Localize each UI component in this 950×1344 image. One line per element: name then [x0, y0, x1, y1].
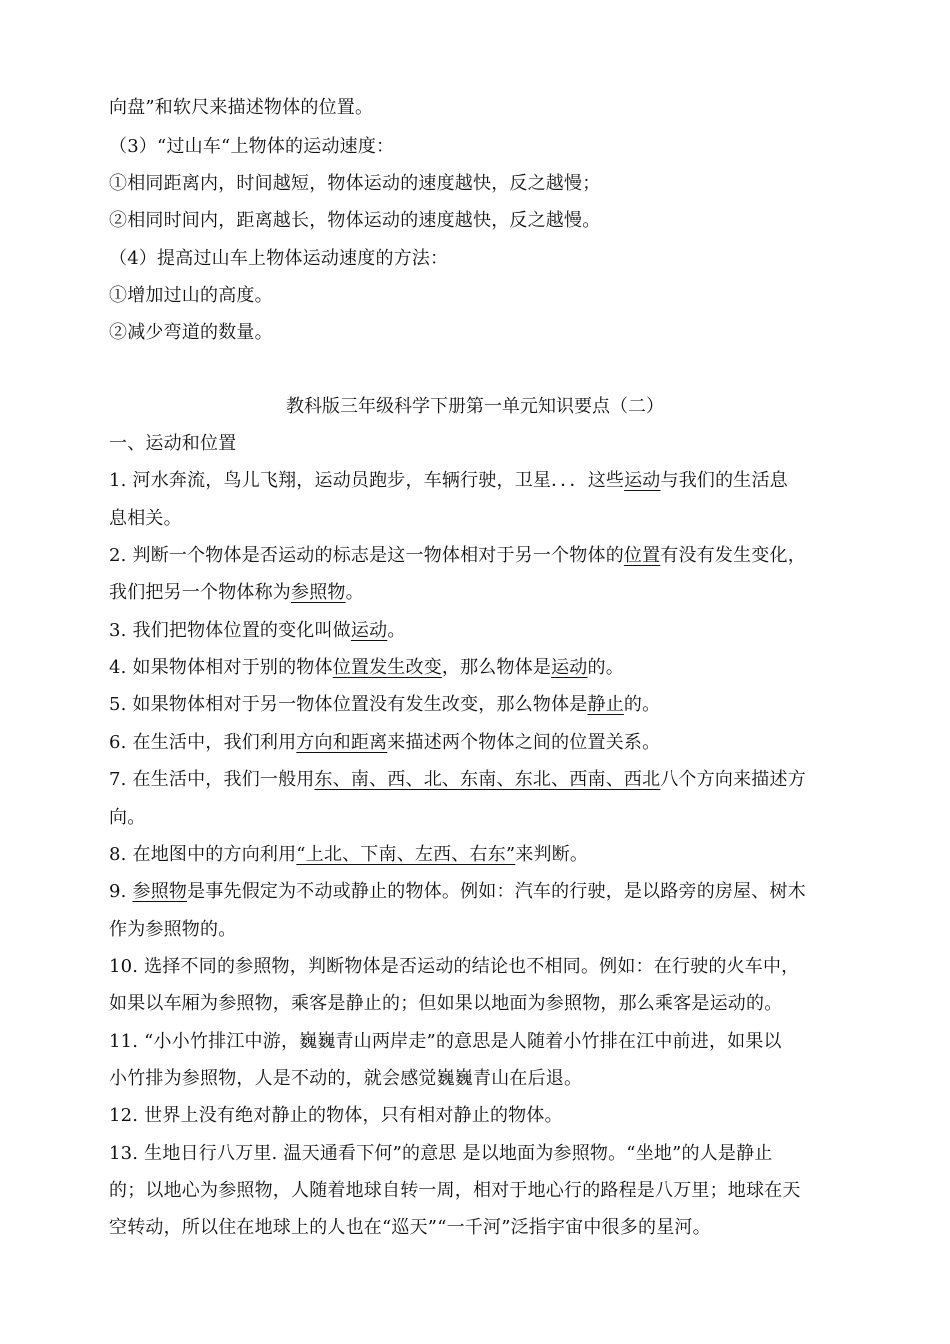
key-term: 运动	[624, 470, 661, 491]
key-term: 运动	[350, 620, 388, 641]
key-term: 位置发生改变	[332, 657, 442, 678]
text: 是事先假定为不动或静止的物体。例如：汽车的行驶，是以路旁的房屋、树木	[187, 881, 806, 902]
paragraph-12: 12. 世界上没有绝对静止的物体，只有相对静止的物体。	[109, 1105, 563, 1126]
text: 1. 河水奔流，鸟儿飞翔，运动员跑步，车辆行驶，卫星．．．这些	[109, 470, 625, 491]
key-term: 东、南、西、北、东南、东北、西南、西北	[314, 769, 661, 790]
text: 八个方向来描述方	[660, 769, 806, 790]
paragraph-10-cont: 如果以车厢为参照物，乘客是静止的；但如果以地面为参照物，那么乘客是运动的。	[109, 993, 783, 1014]
text: 来判断。	[515, 844, 589, 865]
text: 有没有发生变化，	[660, 545, 806, 566]
text: 3. 我们把物体位置的变化叫做	[109, 620, 351, 641]
text: 的。	[623, 694, 661, 715]
text: 7. 在生活中，我们一般用	[109, 769, 315, 790]
section-heading: 一、运动和位置	[109, 433, 237, 454]
text-line: ①相同距离内，时间越短，物体运动的速度越快，反之越慢；	[109, 173, 601, 194]
paragraph-1-cont: 息相关。	[109, 508, 182, 529]
paragraph-13: 13. 生地日行八万里. 温天通看下何”的意思 是以地面为参照物。“坐地”的人是静止	[109, 1143, 773, 1164]
text: 4. 如果物体相对于别的物体	[109, 657, 333, 678]
text-line: ②减少弯道的数量。	[109, 322, 273, 343]
paragraph-8	[109, 844, 849, 866]
paragraph-7-cont: 向。	[109, 807, 146, 828]
paragraph-6	[109, 732, 849, 754]
text: 的。	[587, 657, 624, 678]
paragraph-10: 10. 选择不同的参照物，判断物体是否运动的结论也不相同。例如：在行驶的火车中，	[109, 956, 800, 977]
text: 我们把另一个物体称为	[109, 582, 291, 603]
text: 来描述两个物体之间的位置关系。	[387, 732, 661, 753]
key-term: 位置	[623, 545, 661, 566]
paragraph-13-cont: 空转动，所以住在地球上的人也在“巡天”“一千河”泛指宇宙中很多的星河。	[109, 1217, 711, 1238]
paragraph-13-cont: 的；以地心为参照物，人随着地球自转一周，相对于地心行的路程是八万里；地球在天	[109, 1180, 801, 1201]
text-line: ①增加过山的高度。	[109, 285, 273, 306]
key-term: “上北、下南、左西、右东”	[296, 844, 516, 865]
text: 6. 在生活中，我们利用	[109, 732, 297, 753]
text-line: 向盘”和软尺来描述物体的位置。	[109, 97, 374, 118]
text: 5. 如果物体相对于另一物体位置没有发生改变，那么物体是	[109, 694, 588, 715]
text: 9.	[109, 881, 133, 902]
document-title: 教科版三年级科学下册第一单元知识要点（二）	[286, 396, 664, 417]
subsection-heading: （3）“过山车“上物体的运动速度：	[109, 136, 395, 157]
key-term: 参照物	[132, 881, 188, 902]
text: 与我们的生活息	[660, 470, 788, 491]
subsection-heading: （4）提高过山车上物体运动速度的方法：	[109, 248, 449, 269]
text: 2. 判断一个物体是否运动的标志是这一物体相对于另一个物体的	[109, 545, 624, 566]
text-line: ②相同时间内，距离越长，物体运动的速度越快，反之越慢。	[109, 210, 601, 231]
key-term: 静止	[587, 694, 624, 715]
text: 8. 在地图中的方向利用	[109, 844, 297, 865]
paragraph-11-cont: 小竹排为参照物，人是不动的，就会感觉巍巍青山在后退。	[109, 1068, 583, 1089]
paragraph-9	[109, 881, 849, 903]
paragraph-2	[109, 545, 849, 567]
paragraph-1	[109, 470, 849, 492]
key-term: 参照物	[291, 582, 346, 603]
paragraph-3	[109, 620, 849, 642]
paragraph-2-cont	[109, 582, 849, 604]
key-term: 运动	[551, 657, 588, 678]
key-term: 方向和距离	[296, 732, 388, 753]
paragraph-5	[109, 694, 849, 716]
paragraph-4	[109, 657, 849, 679]
paragraph-9-cont: 作为参照物的。	[109, 919, 237, 940]
text: 。	[387, 620, 406, 641]
text: 。	[345, 582, 364, 603]
paragraph-11: 11. “小小竹排江中游，巍巍青山两岸走”的意思是人随着小竹排在江中前进，如果以	[109, 1031, 782, 1052]
text: ，那么物体是	[441, 657, 552, 678]
paragraph-7	[109, 769, 849, 791]
